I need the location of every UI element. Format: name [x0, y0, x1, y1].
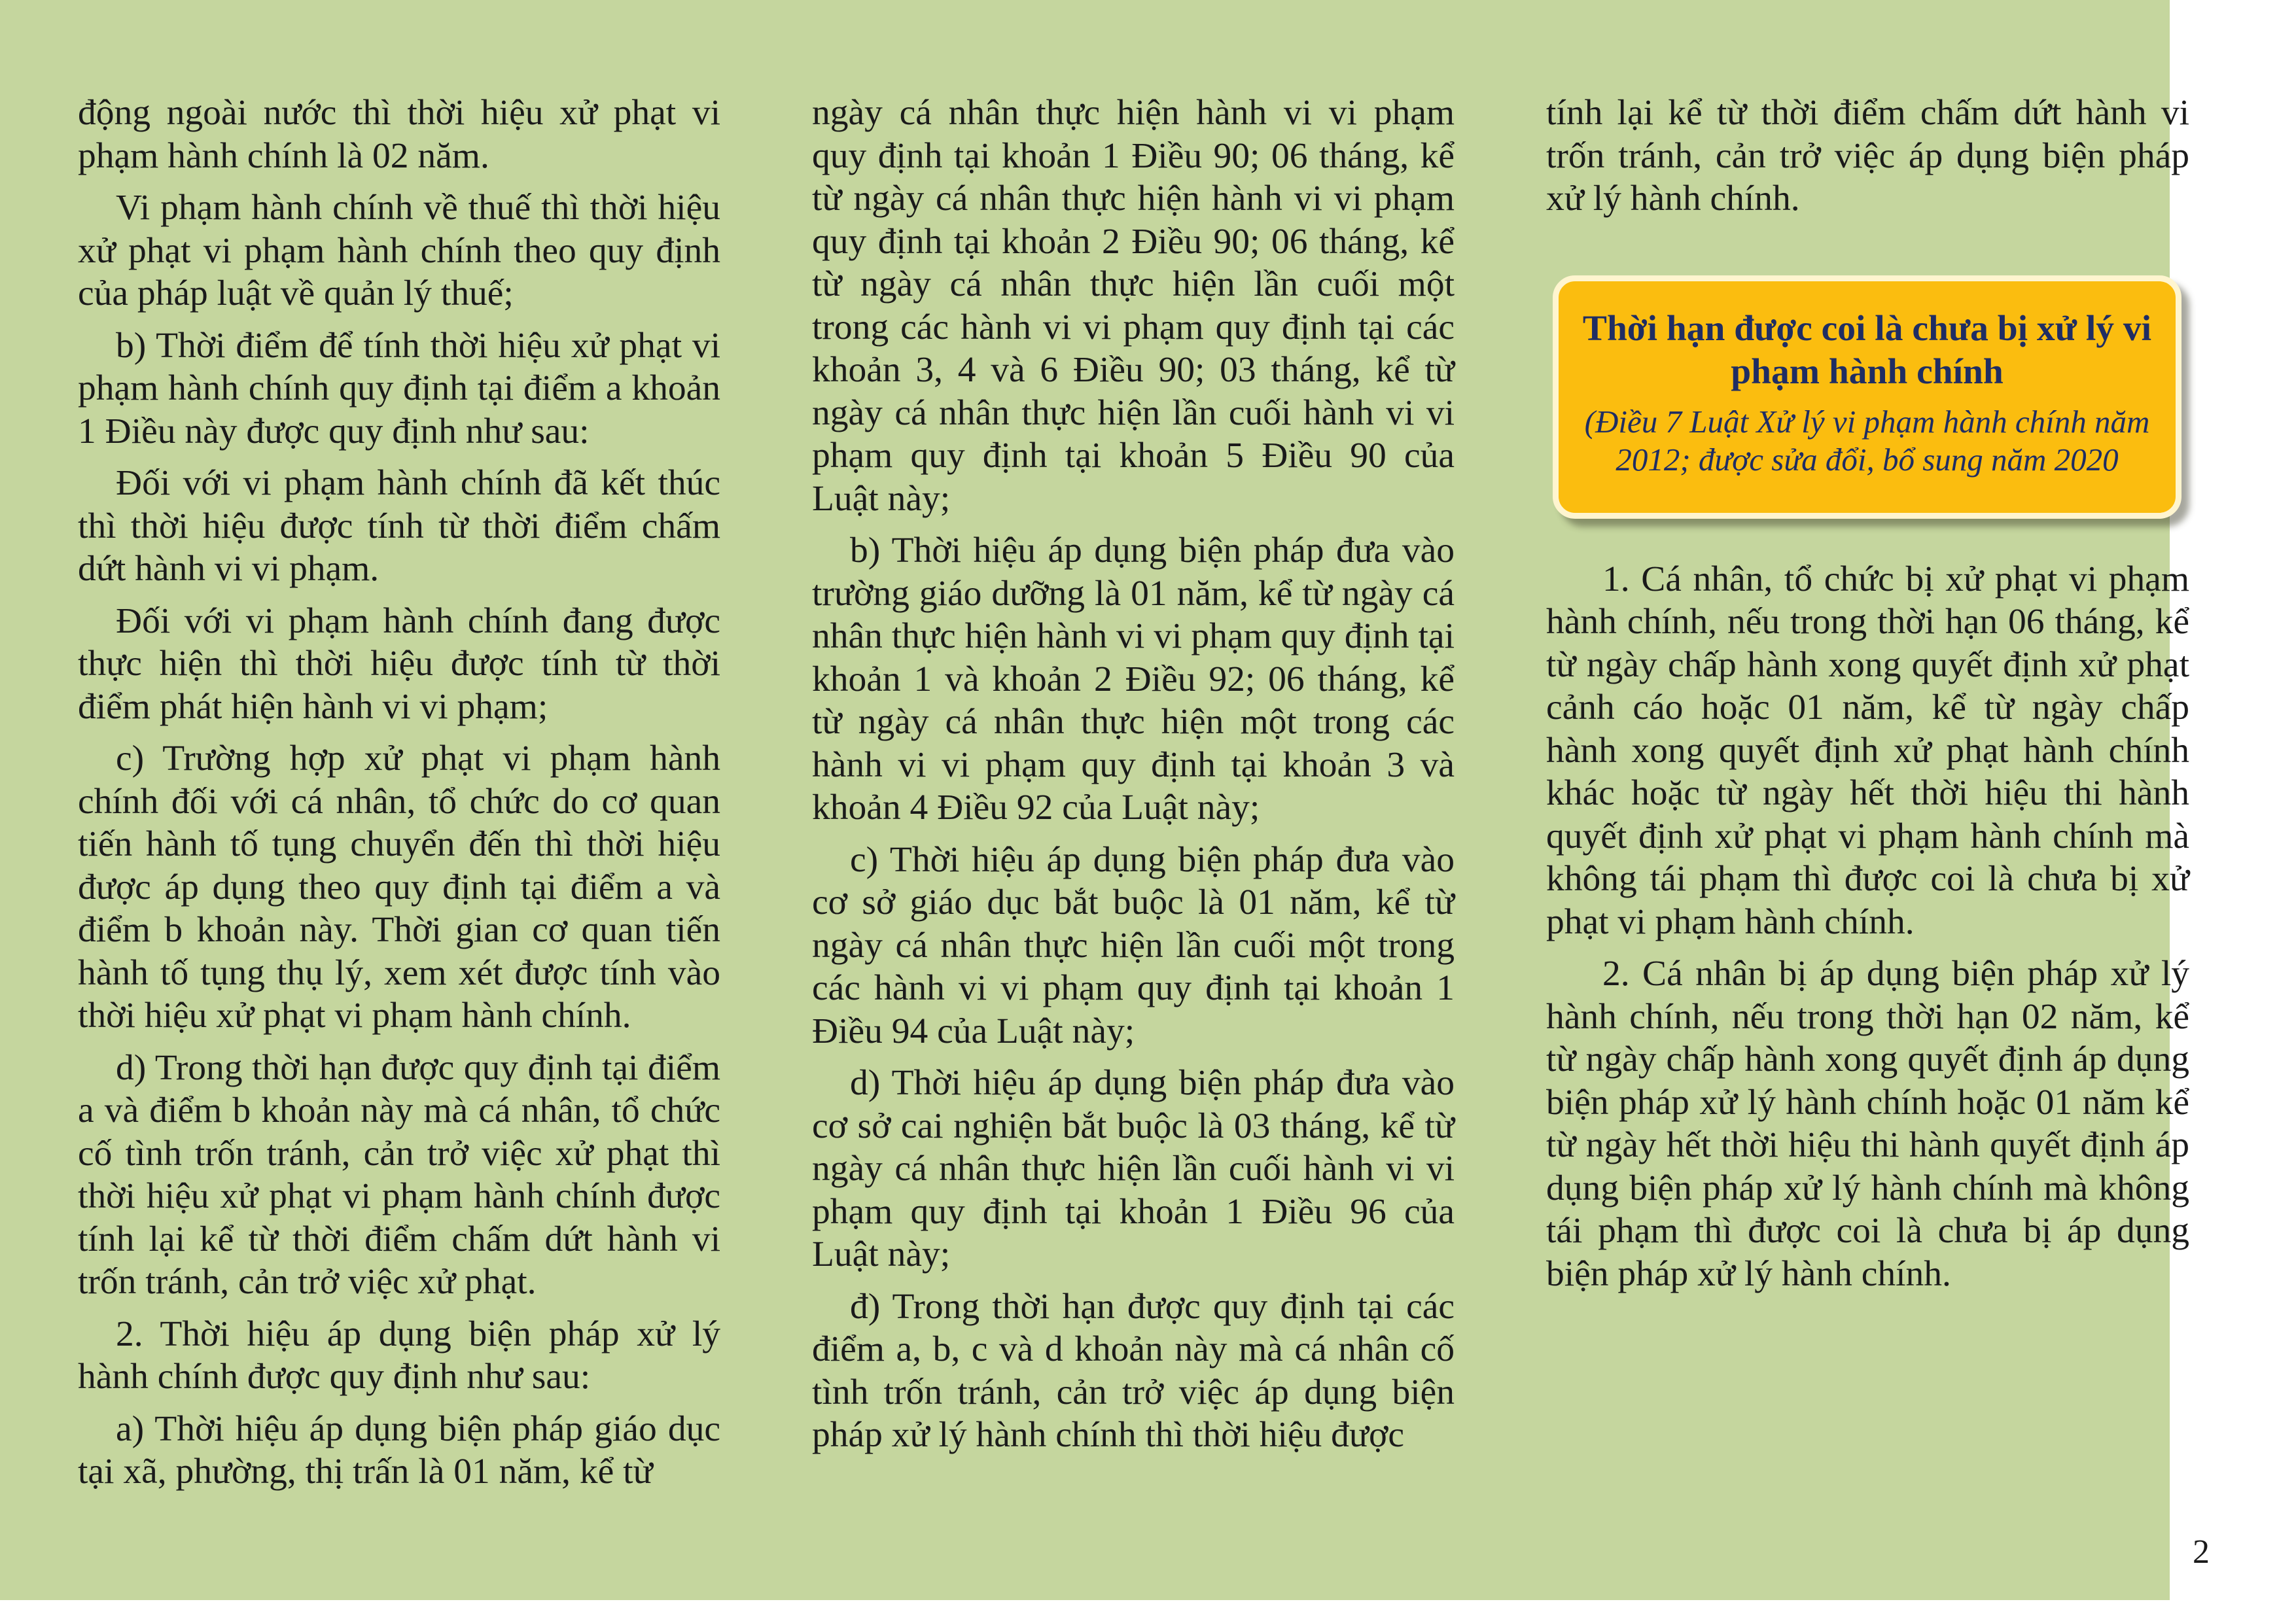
page-number: 2	[2193, 1533, 2210, 1571]
section-title: Thời hạn được coi là chưa bị xử lý vi phạm hành chính	[1582, 308, 2152, 392]
paragraph: b) Thời hiệu áp dụng biện pháp đưa vào trường giáo dưỡng là 01 năm, kể từ ngày cá nhân thực hiện hành vi vi phạm quy định tại khoản 1 và khoản 2 Điều 92; 06 tháng, kể từ ngày cá nhân thực hiện một trong các hành vi vi phạm quy định tại khoản 3 và khoản 4 Điều 92 của Luật này;	[812, 531, 1455, 828]
paragraph: b) Thời điểm để tính thời hiệu xử phạt vi phạm hành chính quy định tại điểm a khoản 1 Điều này được quy định như sau:	[78, 325, 720, 451]
text-column-right	[1546, 92, 2189, 1304]
text-column-middle	[812, 92, 1455, 1466]
section-heading-box	[1553, 275, 2181, 519]
paragraph: ngày cá nhân thực hiện hành vi vi phạm quy định tại khoản 1 Điều 90; 06 tháng, kể từ ngày cá nhân thực hiện hành vi vi phạm quy định tại khoản 2 Điều 90; 06 tháng, kể từ ngày cá nhân thực hiện lần cuối một trong các hành vi vi phạm quy định tại các khoản 3, 4 và 6 Điều 90; 03 tháng, kể từ ngày cá nhân thực hiện lần cuối hành vi vi phạm quy định tại khoản 5 Điều 90 của Luật này;	[812, 93, 1455, 519]
paragraph: c) Thời hiệu áp dụng biện pháp đưa vào cơ sở giáo dục bắt buộc là 01 năm, kể từ ngày cá nhân thực hiện lần cuối một trong các hành vi vi phạm quy định tại khoản 1 Điều 94 của Luật này;	[812, 839, 1455, 1051]
paragraph: Đối với vi phạm hành chính đang được thực hiện thì thời hiệu được tính từ thời điểm phát hiện hành vi vi phạm;	[78, 601, 720, 727]
text-column-left	[78, 92, 720, 1503]
paragraph: Đối với vi phạm hành chính đã kết thúc thì thời hiệu được tính từ thời điểm chấm dứt hành vi vi phạm.	[78, 463, 720, 589]
paragraph: đ) Trong thời hạn được quy định tại các điểm a, b, c và d khoản này mà cá nhân cố tình trốn tránh, cản trở việc áp dụng biện pháp xử lý hành chính thì thời hiệu được	[812, 1286, 1455, 1455]
paragraph: Vi phạm hành chính về thuế thì thời hiệu xử phạt vi phạm hành chính theo quy định của pháp luật về quản lý thuế;	[78, 188, 720, 313]
paragraph: c) Trường hợp xử phạt vi phạm hành chính đối với cá nhân, tổ chức do cơ quan tiến hành tố tụng chuyển đến thì thời hiệu được áp dụng theo quy định tại điểm a và điểm b khoản này. Thời gian cơ quan tiến hành tố tụng thụ lý, xem xét được tính vào thời hiệu xử phạt vi phạm hành chính.	[78, 739, 720, 1036]
paragraph: 2. Cá nhân bị áp dụng biện pháp xử lý hành chính, nếu trong thời hạn 02 năm, kể từ ngày chấp hành xong quyết định áp dụng biện pháp xử lý hành chính hoặc 01 năm kể từ ngày hết thời hiệu thi hành quyết định áp dụng biện pháp xử lý hành chính mà không tái phạm thì được coi là chưa bị áp dụng biện pháp xử lý hành chính.	[1546, 954, 2189, 1294]
paragraph: d) Trong thời hạn được quy định tại điểm a và điểm b khoản này mà cá nhân, tổ chức cố tình trốn tránh, cản trở việc xử phạt thì thời hiệu xử phạt vi phạm hành chính được tính lại kể từ thời điểm chấm dứt hành vi trốn tránh, cản trở việc xử phạt.	[78, 1047, 720, 1302]
paragraph: d) Thời hiệu áp dụng biện pháp đưa vào cơ sở cai nghiện bắt buộc là 03 tháng, kể từ ngày cá nhân thực hiện lần cuối hành vi vi phạm quy định tại khoản 1 Điều 96 của Luật này;	[812, 1063, 1455, 1274]
paragraph: 1. Cá nhân, tổ chức bị xử phạt vi phạm hành chính, nếu trong thời hạn 06 tháng, kể từ ngày chấp hành xong quyết định xử phạt cảnh cáo hoặc 01 năm, kể từ ngày chấp hành xong quyết định xử phạt hành chính khác hoặc từ ngày hết thời hiệu thi hành quyết định xử phạt vi phạm hành chính mà không tái phạm thì được coi là chưa bị xử phạt vi phạm hành chính.	[1546, 559, 2189, 942]
paragraph: 2. Thời hiệu áp dụng biện pháp xử lý hành chính được quy định như sau:	[78, 1314, 720, 1397]
section-reference: (Điều 7 Luật Xử lý vi phạm hành chính năm 2012; được sửa đổi, bổ sung năm 2020	[1584, 403, 2150, 478]
paragraph: a) Thời hiệu áp dụng biện pháp giáo dục tại xã, phường, thị trấn là 01 năm, kể từ	[78, 1408, 720, 1492]
paragraph: tính lại kể từ thời điểm chấm dứt hành vi trốn tránh, cản trở việc áp dụng biện pháp xử lý hành chính.	[1546, 93, 2189, 218]
paragraph: động ngoài nước thì thời hiệu xử phạt vi phạm hành chính là 02 năm.	[78, 93, 720, 176]
